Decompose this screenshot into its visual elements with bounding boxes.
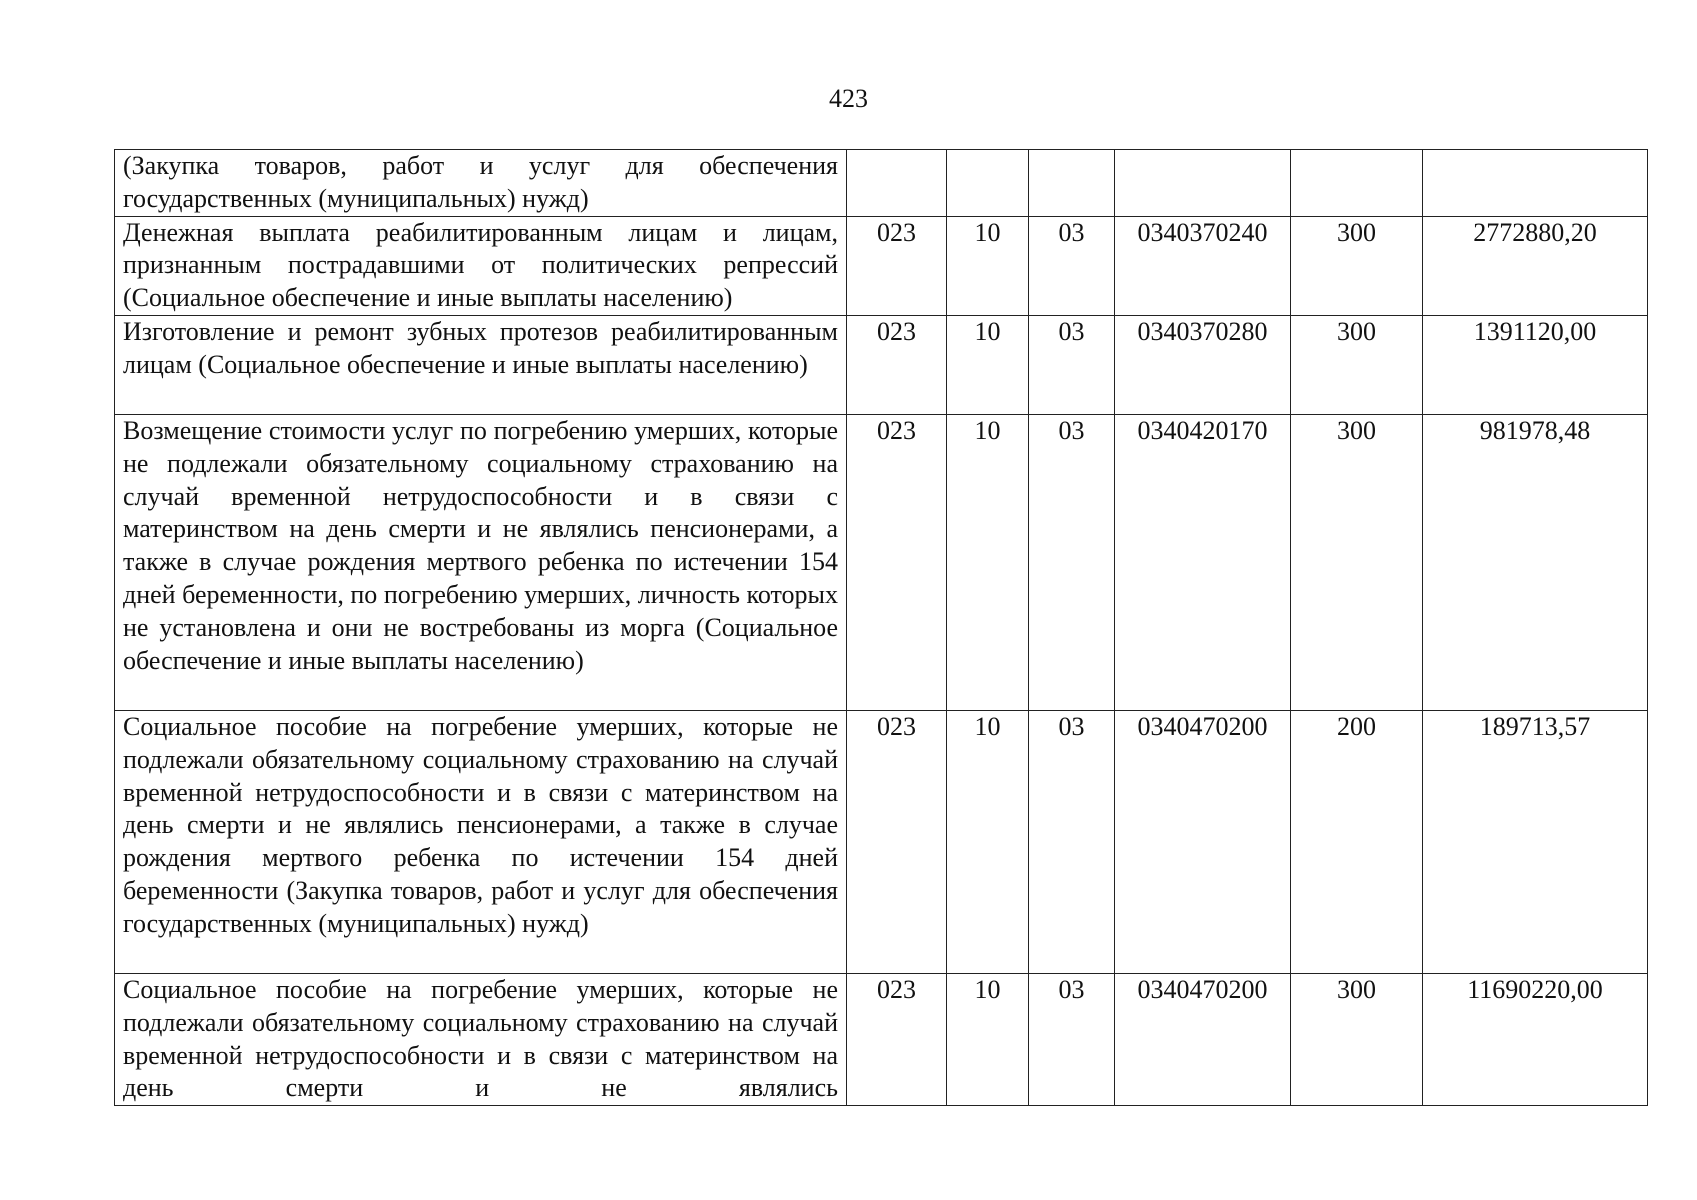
ministry-code: 023 xyxy=(847,315,947,414)
target-article-code xyxy=(1115,150,1291,217)
subsection-code xyxy=(1029,150,1115,217)
amount: 2772880,20 xyxy=(1423,216,1648,315)
row-description: (Закупка товаров, работ и услуг для обеспечения государственных (муниципальных) нужд) xyxy=(115,150,847,217)
target-article-code: 0340420170 xyxy=(1115,414,1291,710)
ministry-code: 023 xyxy=(847,414,947,710)
table-row xyxy=(115,315,1648,414)
table-row xyxy=(115,216,1648,315)
section-code: 10 xyxy=(947,414,1029,710)
amount xyxy=(1423,150,1648,217)
table-row xyxy=(115,710,1648,973)
page-number: 423 xyxy=(829,84,868,113)
section-code: 10 xyxy=(947,315,1029,414)
expense-type-code: 300 xyxy=(1291,216,1423,315)
row-description: Изготовление и ремонт зубных протезов реабилитированным лицам (Социальное обеспечение и иные выплаты населению) xyxy=(115,315,847,414)
expense-type-code xyxy=(1291,150,1423,217)
amount: 1391120,00 xyxy=(1423,315,1648,414)
table-row xyxy=(115,414,1648,710)
subsection-code: 03 xyxy=(1029,216,1115,315)
row-description: Социальное пособие на погребение умерших, которые не подлежали обязательному социальному страхованию на случай временной нетрудоспособности и в связи с материнством на день смерти и не являлись xyxy=(115,973,847,1105)
target-article-code: 0340370280 xyxy=(1115,315,1291,414)
expense-type-code: 300 xyxy=(1291,414,1423,710)
row-description: Возмещение стоимости услуг по погребению умерших, которые не подлежали обязательному социальному страхованию на случай временной нетрудоспособности и в связи с материнством на день смерти и не являлись пенсионерами, а также в случае рождения мертвого ребенка по истечении 154 дней беременности, по погребению умерших, личность которых не установлена и они не востребованы из морга (Социальное обеспечение и иные выплаты населению) xyxy=(115,414,847,710)
target-article-code: 0340470200 xyxy=(1115,710,1291,973)
subsection-code: 03 xyxy=(1029,315,1115,414)
subsection-code: 03 xyxy=(1029,710,1115,973)
ministry-code: 023 xyxy=(847,973,947,1105)
amount: 189713,57 xyxy=(1423,710,1648,973)
target-article-code: 0340370240 xyxy=(1115,216,1291,315)
expense-type-code: 200 xyxy=(1291,710,1423,973)
target-article-code: 0340470200 xyxy=(1115,973,1291,1105)
table-row xyxy=(115,973,1648,1105)
subsection-code: 03 xyxy=(1029,973,1115,1105)
ministry-code: 023 xyxy=(847,710,947,973)
row-description: Социальное пособие на погребение умерших, которые не подлежали обязательному социальному страхованию на случай временной нетрудоспособности и в связи с материнством на день смерти и не являлись пенсионерами, а также в случае рождения мертвого ребенка по истечении 154 дней беременности (Закупка товаров, работ и услуг для обеспечения государственных (муниципальных) нужд) xyxy=(115,710,847,973)
subsection-code: 03 xyxy=(1029,414,1115,710)
ministry-code: 023 xyxy=(847,216,947,315)
expense-type-code: 300 xyxy=(1291,973,1423,1105)
ministry-code xyxy=(847,150,947,217)
expense-type-code: 300 xyxy=(1291,315,1423,414)
amount: 981978,48 xyxy=(1423,414,1648,710)
section-code: 10 xyxy=(947,973,1029,1105)
section-code xyxy=(947,150,1029,217)
row-description: Денежная выплата реабилитированным лицам и лицам, признанным пострадавшими от политических репрессий (Социальное обеспечение и иные выплаты населению) xyxy=(115,216,847,315)
table-row xyxy=(115,150,1648,217)
section-code: 10 xyxy=(947,216,1029,315)
amount: 11690220,00 xyxy=(1423,973,1648,1105)
section-code: 10 xyxy=(947,710,1029,973)
budget-table xyxy=(114,149,1648,1106)
